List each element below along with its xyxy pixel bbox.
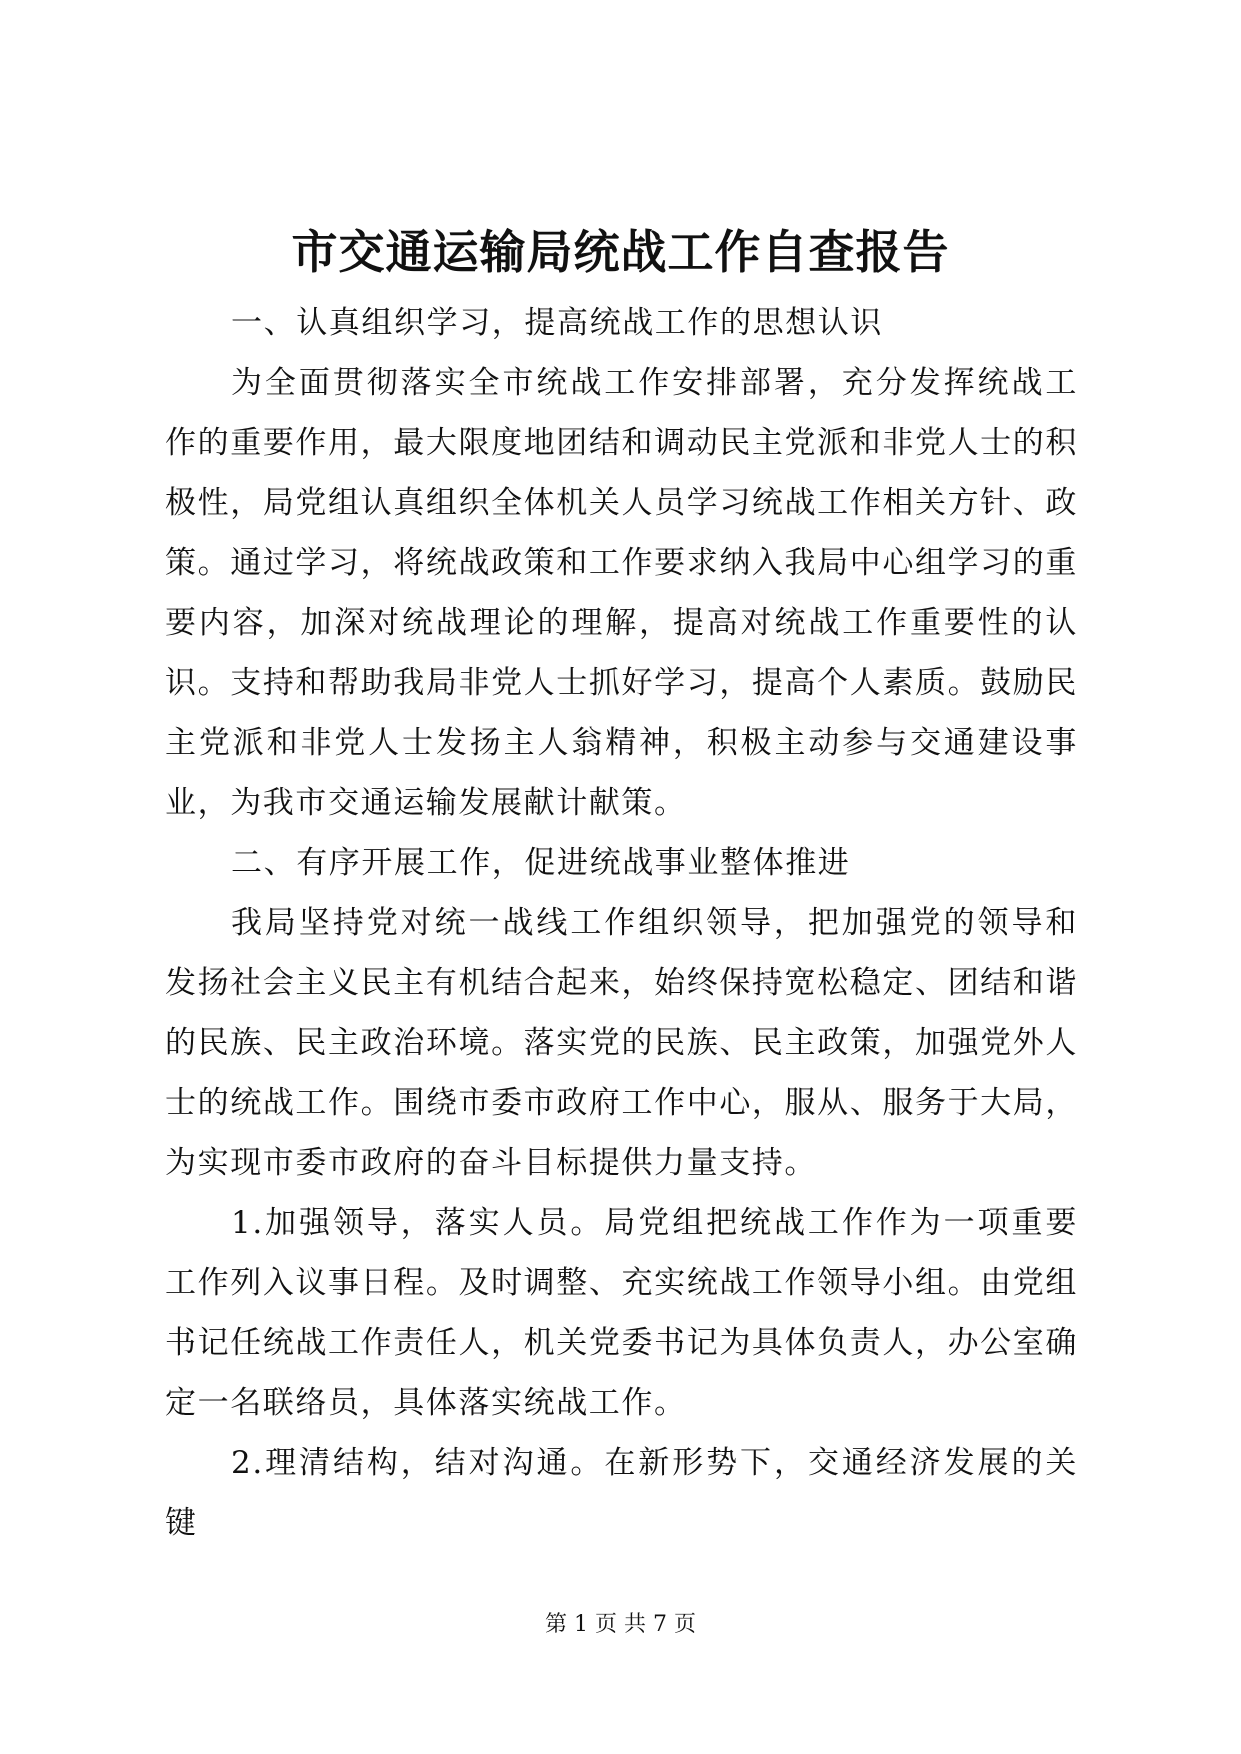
section-heading-2: 二、有序开展工作，促进统战事业整体推进 [231,845,851,881]
document-title: 市交通运输局统战工作自查报告 [291,225,950,279]
body-paragraph-2: 我局坚持党对统一战线工作组织领导，把加强党的领导和发扬社会主义民主有机结合起来，始终保持宽松稳定、团结和谐的民族、民主政治环境。落实党的民族、民主政策，加强党外人士的统战工作。围绕市委市政府工作中心，服从、服务于大局，为实现市委市政府的奋斗目标提供力量支持。 [165,905,1078,1181]
body-paragraph-1: 为全面贯彻落实全市统战工作安排部署，充分发挥统战工作的重要作用，最大限度地团结和调动民主党派和非党人士的积极性，局党组认真组织全体机关人员学习统战工作相关方针、政策。通过学习，将统战政策和工作要求纳入我局中心组学习的重要内容，加深对统战理论的理解，提高对统战工作重要性的认识。支持和帮助我局非党人士抓好学习，提高个人素质。鼓励民主党派和非党人士发扬主人翁精神，积极主动参与交通建设事业，为我市交通运输发展献计献策。 [165,365,1078,821]
list-item-1: 1.加强领导，落实人员。局党组把统战工作作为一项重要工作列入议事日程。及时调整、充实统战工作领导小组。由党组书记任统战工作责任人，机关党委书记为具体负责人，办公室确定一名联络员，具体落实统战工作。 [165,1205,1078,1421]
page-indicator: 第 1 页 共 7 页 [545,1612,696,1637]
document-body [165,293,1078,1553]
section-heading-1: 一、认真组织学习，提高统战工作的思想认识 [231,305,883,341]
list-item-2: 2.理清结构，结对沟通。在新形势下，交通经济发展的关键 [165,1445,1078,1541]
